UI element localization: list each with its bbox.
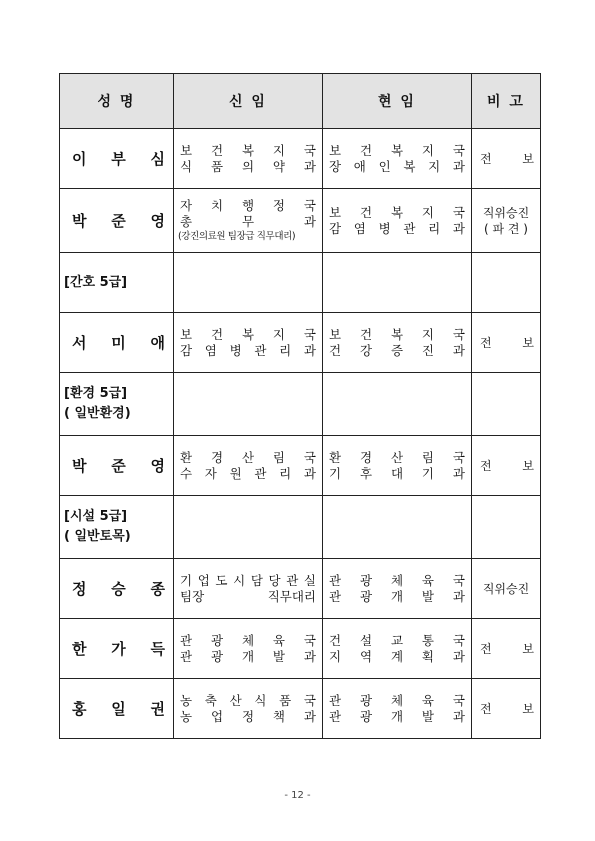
spread-text: 자 치 행 정 국 (180, 197, 316, 213)
header-current-post: 현 임 (323, 74, 472, 129)
spread-text: 감 염 병 관 리 과 (329, 220, 465, 236)
spread-text: 보 건 복 지 국 (329, 142, 465, 158)
person-row (60, 679, 541, 739)
spread-text: 보 건 복 지 국 (329, 204, 465, 220)
new-post-cell (174, 129, 323, 189)
current-post-cell (323, 436, 472, 496)
new-post-cell (174, 189, 323, 253)
spread-text: 총 무 과 (180, 213, 316, 229)
note-text: 전 보 (480, 335, 534, 350)
note-cell (472, 436, 541, 496)
note-cell (472, 313, 541, 373)
person-row (60, 559, 541, 619)
header-name: 성 명 (60, 74, 174, 129)
note-cell (472, 129, 541, 189)
spread-text: 보 건 복 지 국 (329, 326, 465, 342)
new-post-cell (174, 559, 323, 619)
empty-cell (174, 496, 323, 559)
spread-text: 서 미 애 (72, 334, 165, 352)
spread-text: 한 가 득 (72, 640, 165, 658)
spread-text: 박 준 영 (72, 212, 165, 230)
table-header-row (60, 74, 541, 129)
spread-text: 농 업 정 책 과 (180, 708, 316, 724)
spread-text: 식 품 의 약 과 (180, 158, 316, 174)
new-post-extra: (강진의료원 팀장급 직무대리) (178, 230, 296, 242)
empty-cell (174, 373, 323, 436)
new-post-cell (174, 436, 323, 496)
empty-cell (472, 496, 541, 559)
section-row (60, 253, 541, 313)
page-number: - 12 - (284, 790, 311, 801)
spread-text: 환 경 산 림 국 (329, 449, 465, 465)
spread-text: 관 광 개 발 과 (180, 648, 316, 664)
section-label-line: [환경 5급] (64, 386, 128, 401)
person-name (60, 619, 174, 679)
section-label (60, 496, 174, 559)
personnel-table (59, 73, 541, 739)
spread-text: 장 애 인 복 지 과 (329, 158, 465, 174)
empty-cell (323, 373, 472, 436)
section-label-line: ( 일반환경) (64, 406, 131, 421)
spread-text: 보 건 복 지 국 (180, 142, 316, 158)
section-row (60, 373, 541, 436)
current-post-cell (323, 619, 472, 679)
spread-text: 팀장 직무대리 (180, 588, 316, 604)
section-label (60, 253, 174, 313)
empty-cell (174, 253, 323, 313)
spread-text: 기 업 도 시 담 당 관 실 (180, 572, 316, 588)
person-row (60, 436, 541, 496)
spread-text: 이 부 심 (72, 150, 165, 168)
empty-cell (472, 373, 541, 436)
new-post-cell (174, 679, 323, 739)
header-new-post: 신 임 (174, 74, 323, 129)
current-post-cell (323, 559, 472, 619)
current-post-cell (323, 679, 472, 739)
spread-text: 기 후 대 기 과 (329, 465, 465, 481)
empty-cell (323, 496, 472, 559)
spread-text: 정 승 종 (72, 580, 165, 598)
spread-text: 관 광 체 육 국 (329, 572, 465, 588)
person-name (60, 559, 174, 619)
note-text: 전 보 (480, 701, 534, 716)
spread-text: 농 축 산 식 품 국 (180, 692, 316, 708)
spread-text: 수 자 원 관 리 과 (180, 465, 316, 481)
spread-text: 감 염 병 관 리 과 (180, 342, 316, 358)
header-note: 비 고 (472, 74, 541, 129)
note-text: 전 보 (480, 641, 534, 656)
spread-text: 환 경 산 림 국 (180, 449, 316, 465)
spread-text: 관 광 체 육 국 (180, 632, 316, 648)
new-post-cell (174, 619, 323, 679)
person-row (60, 313, 541, 373)
note-line: 직위승진 (482, 205, 530, 220)
current-post-cell (323, 129, 472, 189)
current-post-cell (323, 189, 472, 253)
section-label-line: ( 일반토목) (64, 529, 131, 544)
section-label (60, 373, 174, 436)
note-text: 전 보 (480, 151, 534, 166)
note-cell (472, 559, 541, 619)
spread-text: 관 광 개 발 과 (329, 708, 465, 724)
person-name (60, 129, 174, 189)
section-label-line: [간호 5급] (64, 274, 128, 290)
spread-text: 관 광 체 육 국 (329, 692, 465, 708)
empty-cell (472, 253, 541, 313)
note-cell (472, 679, 541, 739)
spread-text: 관 광 개 발 과 (329, 588, 465, 604)
note-text: 직위승진 (482, 581, 530, 596)
person-name (60, 313, 174, 373)
spread-text: 홍 일 권 (72, 700, 165, 718)
person-row (60, 619, 541, 679)
person-name (60, 189, 174, 253)
spread-text: 박 준 영 (72, 457, 165, 475)
note-cell (472, 189, 541, 253)
person-row (60, 129, 541, 189)
spread-text: 건 강 증 진 과 (329, 342, 465, 358)
section-row (60, 496, 541, 559)
new-post-cell (174, 313, 323, 373)
spread-text: 보 건 복 지 국 (180, 326, 316, 342)
note-line: ( 파 견 ) (484, 221, 528, 236)
empty-cell (323, 253, 472, 313)
note-cell (472, 619, 541, 679)
note-text: 전 보 (480, 458, 534, 473)
spread-text: 건 설 교 통 국 (329, 632, 465, 648)
person-name (60, 436, 174, 496)
current-post-cell (323, 313, 472, 373)
spread-text: 지 역 계 획 과 (329, 648, 465, 664)
section-label-line: [시설 5급] (64, 509, 128, 524)
person-row (60, 189, 541, 253)
person-name (60, 679, 174, 739)
